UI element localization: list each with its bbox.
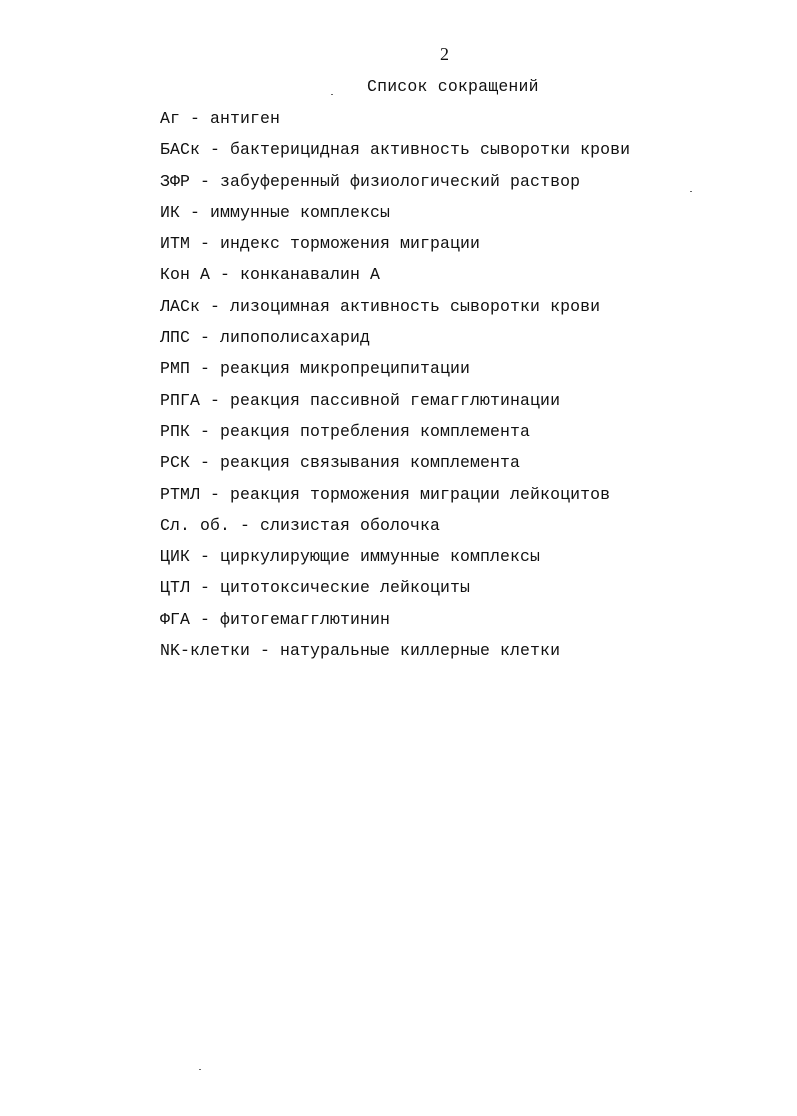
abbreviation-item: РТМЛ - реакция торможения миграции лейкоцитов <box>160 484 611 504</box>
abbreviation-item: ФГА - фитогемагглютинин <box>160 609 391 629</box>
page-number: 2 <box>440 44 449 64</box>
abbreviation-item: ЗФР - забуференный физиологический раствор <box>160 171 581 191</box>
abbreviation-item: ЦИК - циркулирующие иммунные комплексы <box>160 547 541 567</box>
abbreviation-item: ИТМ - индекс торможения миграции <box>160 234 481 254</box>
abbreviation-item: РМП - реакция микропреципитации <box>160 359 471 379</box>
abbreviation-item: РПГА - реакция пассивной гемагглютинации <box>160 390 561 410</box>
abbreviation-item: ЦТЛ - цитотоксические лейкоциты <box>160 578 471 598</box>
scan-speck <box>331 94 333 95</box>
abbreviation-item: РСК - реакция связывания комплемента <box>160 453 521 473</box>
abbreviation-item: NK-клетки - натуральные киллерные клетки <box>160 641 561 661</box>
abbreviation-item: РПК - реакция потребления комплемента <box>160 421 531 441</box>
abbreviation-item: Кон А - конканавалин А <box>160 265 381 285</box>
list-title: Список сокращений <box>367 77 539 96</box>
abbreviation-item: ИК - иммунные комплексы <box>160 202 391 222</box>
scan-speck <box>690 191 692 192</box>
abbreviation-item: БАСк - бактерицидная активность сыворотки крови <box>160 140 631 160</box>
scan-speck <box>199 1069 201 1070</box>
abbreviation-item: ЛПС - липополисахарид <box>160 328 371 348</box>
abbreviation-item: Аг - антиген <box>160 109 281 128</box>
abbreviation-item: ЛАСк - лизоцимная активность сыворотки крови <box>160 296 601 316</box>
abbreviation-list <box>160 108 630 671</box>
abbreviation-item: Сл. об. - слизистая оболочка <box>160 515 441 535</box>
